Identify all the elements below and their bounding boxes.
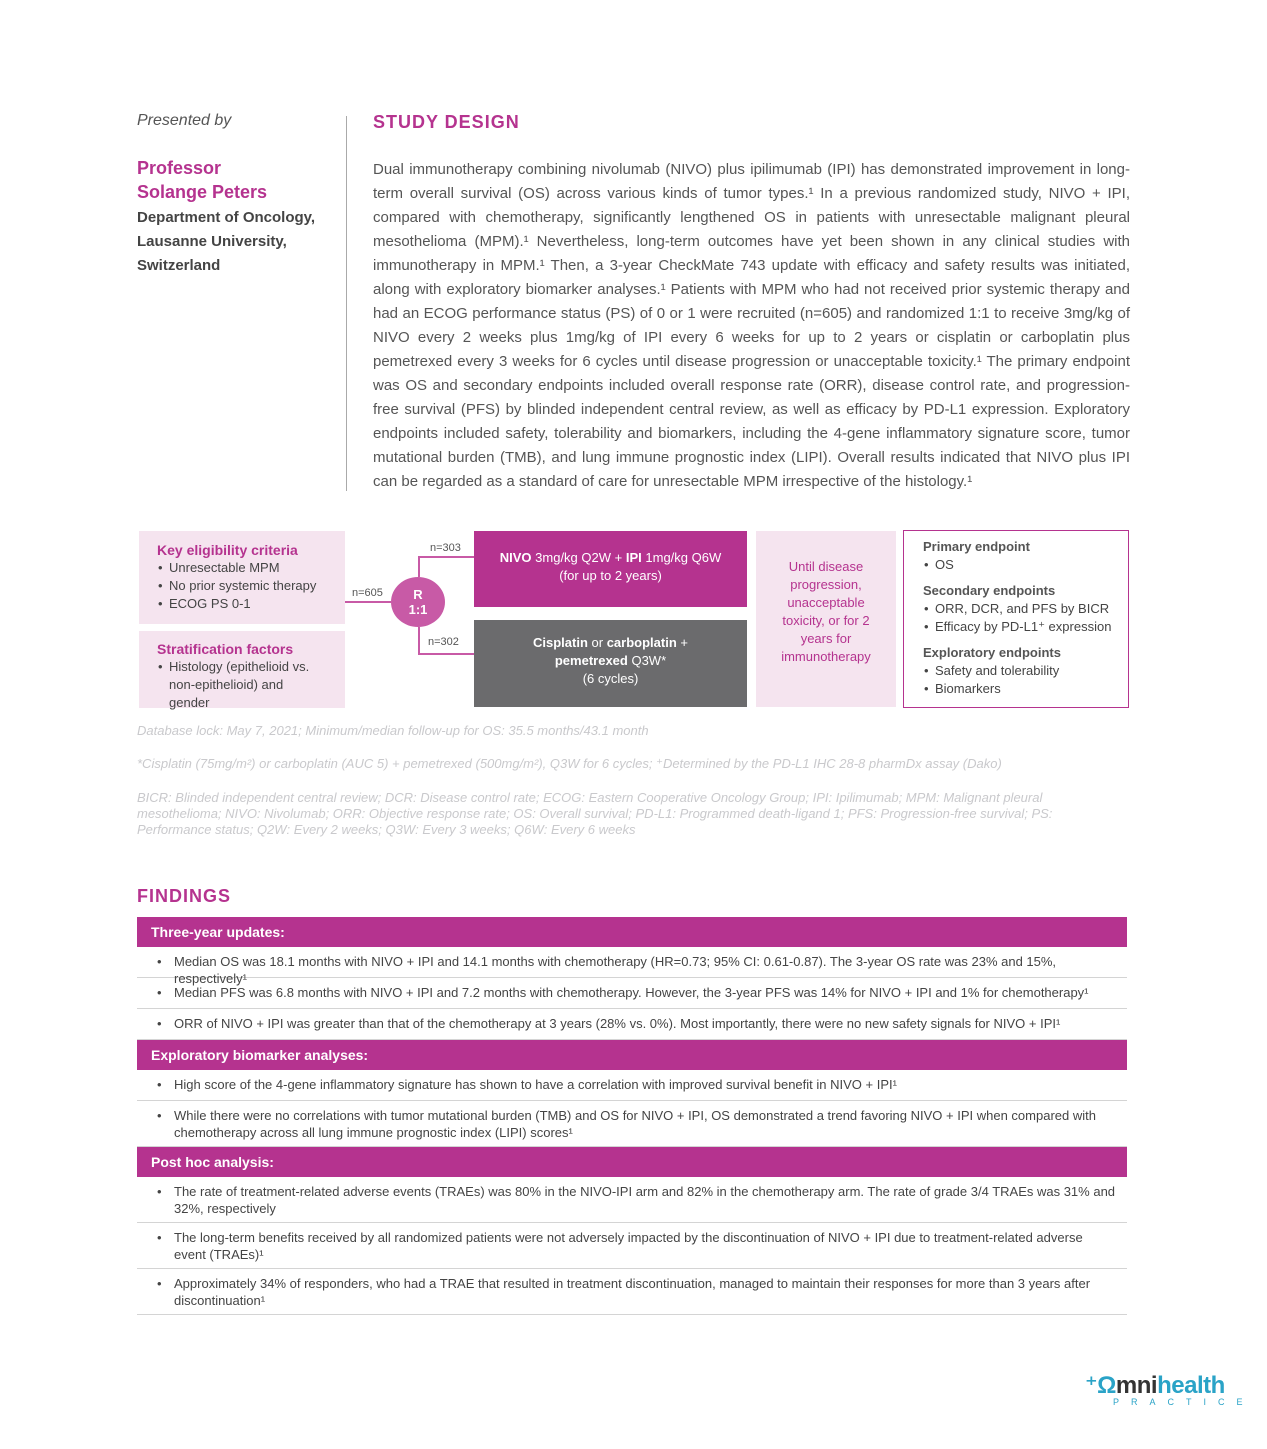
- connector-line: [418, 627, 420, 654]
- presented-by-label: Presented by: [137, 112, 232, 129]
- eligibility-box: [139, 531, 345, 624]
- n-total-label: n=605: [352, 587, 383, 599]
- eligibility-item: • ECOG PS 0-1: [157, 595, 345, 613]
- endpoint-item: • Efficacy by PD-L1⁺ expression: [923, 618, 1128, 636]
- arm-duration: (6 cycles): [582, 671, 639, 686]
- endpoint-item: • Safety and tolerability: [923, 662, 1128, 680]
- connector-line: [418, 653, 474, 655]
- exploratory-endpoint-title: Exploratory endpoints: [923, 645, 1061, 660]
- arm-drug: Cisplatin: [532, 635, 588, 650]
- findings-section-heading: Post hoc analysis:: [137, 1147, 1127, 1177]
- arm-dose: 1mg/kg Q6W: [645, 550, 722, 565]
- presenter-affiliation: [137, 206, 332, 278]
- arm-dose: 3mg/kg Q2W: [535, 550, 612, 565]
- chemotherapy-arm: [474, 620, 747, 707]
- eligibility-item: • Unresectable MPM: [157, 559, 345, 577]
- presenter-fullname: Solange Peters: [137, 182, 268, 202]
- n-nivo-label: n=303: [430, 542, 461, 554]
- secondary-endpoint-title: Secondary endpoints: [923, 583, 1056, 598]
- presenter-title: Professor: [137, 158, 222, 178]
- arm-dose: Q3W*: [631, 653, 667, 668]
- eligibility-item: • No prior systemic therapy: [157, 577, 345, 595]
- arm-plus: +: [614, 550, 623, 565]
- arm-drug: IPI: [625, 550, 642, 565]
- randomization-circle: [391, 577, 445, 627]
- findings-table: [137, 917, 1127, 1315]
- connector-line: [418, 556, 474, 558]
- findings-section-heading: Exploratory biomarker analyses:: [137, 1040, 1127, 1070]
- database-lock-note: Database lock: May 7, 2021; Minimum/median follow-up for OS: 35.5 months/43.1 month: [137, 723, 649, 738]
- treatment-duration-text: Until disease progression, unacceptable toxicity, or for 2 years for immunotherapy: [781, 559, 871, 664]
- eligibility-title: Key eligibility criteria: [157, 542, 298, 558]
- study-design-title: STUDY DESIGN: [373, 112, 520, 132]
- endpoint-item: • Biomarkers: [923, 680, 1128, 698]
- finding-item: • ORR of NIVO + IPI was greater than that of the chemotherapy at 3 years (28% vs. 0%). Most importantly, there were no new safety signals for NIVO + IPI¹: [137, 1009, 1127, 1040]
- stratification-box: [139, 631, 345, 708]
- n-chemo-label: n=302: [428, 636, 459, 648]
- randomization-letter: R: [413, 587, 423, 602]
- arm-drug: NIVO: [499, 550, 532, 565]
- column-divider: [346, 116, 347, 491]
- arm-duration: (for up to 2 years): [559, 568, 662, 583]
- finding-item: • While there were no correlations with tumor mutational burden (TMB) and OS for NIVO + IPI, OS demonstrated a trend favoring NIVO + IPI when compared with chemotherapy across all lung immune prognostic index (LIPI) scores¹: [137, 1101, 1127, 1147]
- primary-endpoint-title: Primary endpoint: [923, 539, 1030, 554]
- logo-part2: health: [1157, 1372, 1225, 1399]
- presenter-block: [137, 112, 332, 278]
- endpoint-item: • OS: [923, 556, 1128, 574]
- finding-item: • The long-term benefits received by all randomized patients were not adversely impacted by the discontinuation of NIVO + IPI due to treatment-related adverse event (TRAEs)¹: [137, 1223, 1127, 1269]
- arm-drug: pemetrexed: [554, 653, 628, 668]
- randomization-ratio: 1:1: [408, 602, 428, 617]
- finding-item: • Median PFS was 6.8 months with NIVO + IPI and 7.2 months with chemotherapy. However, the 3-year PFS was 14% for NIVO + IPI and 1% for chemotherapy¹: [137, 978, 1127, 1009]
- arm-drug: carboplatin: [606, 635, 677, 650]
- affiliation-line: Switzerland: [137, 257, 221, 274]
- affiliation-line: Lausanne University,: [137, 233, 287, 250]
- connector-line: [345, 601, 391, 603]
- connector-line: [418, 556, 420, 577]
- findings-section-heading: Three-year updates:: [137, 917, 1127, 947]
- logo-subtitle: PRACTICE: [1113, 1397, 1255, 1407]
- arm-or: or: [591, 635, 604, 650]
- logo-omni-icon: ⁺Ω: [1085, 1372, 1116, 1399]
- endpoints-box: [903, 530, 1129, 708]
- nivo-ipi-arm: [474, 531, 747, 607]
- presenter-name: [137, 156, 332, 204]
- stratification-item: • Histology (epithelioid vs. non-epithelioid) and gender: [157, 658, 327, 712]
- finding-item: • Approximately 34% of responders, who had a TRAE that resulted in treatment discontinuation, managed to maintain their responses for more than 3 years after discontinuation¹: [137, 1269, 1127, 1315]
- logo-part1: mni: [1115, 1372, 1158, 1399]
- finding-item: • The rate of treatment-related adverse events (TRAEs) was 80% in the NIVO-IPI arm and 82% in the chemotherapy arm. The rate of grade 3/4 TRAEs was 31% and 32%, respectively: [137, 1177, 1127, 1223]
- findings-title: FINDINGS: [137, 886, 232, 906]
- stratification-title: Stratification factors: [157, 641, 294, 657]
- study-design-text: Dual immunotherapy combining nivolumab (NIVO) plus ipilimumab (IPI) has demonstrated improvement in long-term overall survival (OS) across various kinds of tumor types.¹ In a previous randomized study, NIVO + IPI, compared with chemotherapy, significantly lengthened OS in patients with unresectable malignant pleural mesothelioma (MPM).¹ Nevertheless, long-term outcomes have yet been shown in any clinical studies with immunotherapy in MPM.¹ Then, a 3-year CheckMate 743 update with efficacy and safety results was initiated, along with exploratory biomarker analyses.¹ Patients with MPM who had not received prior systemic therapy and had an ECOG performance status (PS) of 0 or 1 were recruited (n=605) and randomized 1:1 to receive 3mg/kg of NIVO every 2 weeks plus 1mg/kg of IPI every 6 weeks for up to 2 years or cisplatin or carboplatin plus pemetrexed every 3 weeks for 6 cycles until disease progression or unacceptable toxicity.¹ The primary endpoint was OS and secondary endpoints included overall response rate (ORR), disease control rate, and progression-free survival (PFS) by blinded independent central review, as well as efficacy by PD-L1 expression. Exploratory endpoints included safety, tolerability and biomarkers, including the 4-gene inflammatory signature score, tumor mutational burden (TMB), and lung immune prognostic index (LIPI). Overall results indicated that NIVO plus IPI can be regarded as a standard of care for unresectable MPM irrespective of the histology.¹: [373, 161, 1130, 490]
- affiliation-line: Department of Oncology,: [137, 209, 316, 226]
- dosing-footnote: *Cisplatin (75mg/m²) or carboplatin (AUC 5) + pemetrexed (500mg/m²), Q3W for 6 cycles; ⁺Determined by the PD-L1 IHC 28-8 pharmDx assay (Dako): [137, 756, 1002, 771]
- finding-item: • Median OS was 18.1 months with NIVO + IPI and 14.1 months with chemotherapy (HR=0.73; 95% CI: 0.61-0.87). The 3-year OS rate was 23% and 15%, respectively¹: [137, 947, 1127, 978]
- endpoint-item: • ORR, DCR, and PFS by BICR: [923, 600, 1128, 618]
- arm-plus: +: [680, 635, 688, 650]
- omnihealth-logo: [1085, 1371, 1255, 1407]
- treatment-duration-box: [756, 531, 896, 707]
- finding-item: • High score of the 4-gene inflammatory signature has shown to have a correlation with improved survival benefit in NIVO + IPI¹: [137, 1070, 1127, 1101]
- abbreviations-footnote: BICR: Blinded independent central review; DCR: Disease control rate; ECOG: Eastern Cooperative Oncology Group; IPI: Ipilimumab; MPM: Malignant pleural mesothelioma; NIVO: Nivolumab; ORR: Objective response rate; OS: Overall survival; PD-L1: Programmed death-ligand 1; PFS: Progression-free survival; PS: Performance status; Q2W: Every 2 weeks; Q3W: Every 3 weeks; Q6W: Every 6 weeks: [137, 790, 1053, 837]
